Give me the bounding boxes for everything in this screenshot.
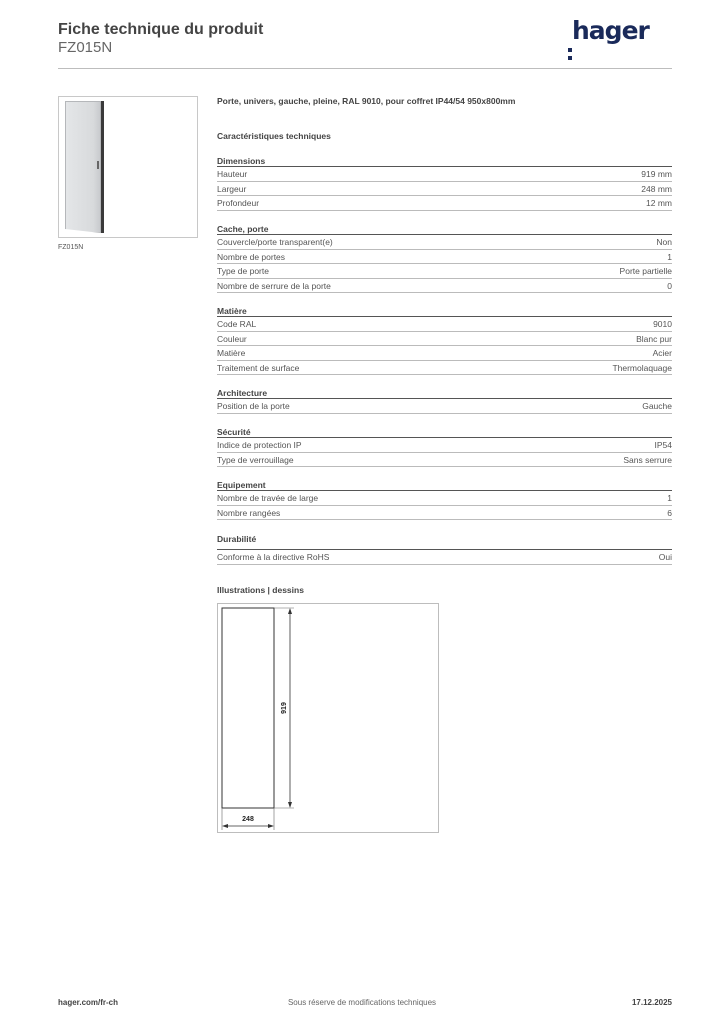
spec-label: Nombre de portes bbox=[217, 251, 286, 262]
spec-value: 1 bbox=[667, 493, 672, 503]
spec-row bbox=[217, 182, 672, 197]
spec-value: 9010 bbox=[653, 319, 672, 329]
spec-label: Nombre rangées bbox=[217, 507, 281, 518]
spec-label: Nombre de serrure de la porte bbox=[217, 280, 331, 291]
spec-row bbox=[217, 550, 672, 565]
arrow-down-icon bbox=[288, 802, 292, 808]
section-cache-porte bbox=[217, 223, 672, 293]
spec-row bbox=[217, 332, 672, 347]
spec-value: 0 bbox=[667, 280, 672, 291]
footer-date: 17.12.2025 bbox=[631, 998, 672, 1007]
product-description: Porte, univers, gauche, pleine, RAL 9010, pour coffret IP44/54 950x800mm bbox=[217, 96, 516, 106]
section-title: Sécurité bbox=[217, 426, 672, 438]
spec-label: Matière bbox=[217, 348, 246, 359]
section-title: Equipement bbox=[217, 479, 672, 491]
door-panel bbox=[65, 101, 101, 233]
illustrations-title: Illustrations | dessins bbox=[217, 585, 304, 595]
image-caption: FZ015N bbox=[58, 244, 84, 251]
spec-label: Conforme à la directive RoHS bbox=[217, 552, 330, 562]
characteristics-heading: Caractéristiques techniques bbox=[217, 131, 331, 141]
spec-row bbox=[217, 235, 672, 250]
section-title: Architecture bbox=[217, 387, 672, 399]
door-handle bbox=[97, 161, 99, 169]
arrow-left-icon bbox=[222, 824, 228, 828]
spec-label: Nombre de travée de large bbox=[217, 493, 319, 503]
spec-label: Couleur bbox=[217, 333, 247, 344]
width-label: 248 bbox=[242, 816, 254, 823]
arrow-up-icon bbox=[288, 608, 292, 614]
spec-row bbox=[217, 167, 672, 182]
spec-label: Traitement de surface bbox=[217, 362, 300, 373]
spec-row bbox=[217, 250, 672, 265]
spec-label: Indice de protection IP bbox=[217, 440, 302, 450]
spec-value: 12 mm bbox=[646, 198, 672, 209]
spec-row bbox=[217, 317, 672, 332]
spec-label: Largeur bbox=[217, 183, 247, 194]
spec-row bbox=[217, 491, 672, 506]
section-title: Cache, porte bbox=[217, 223, 672, 235]
spec-value: Gauche bbox=[642, 401, 672, 411]
product-image bbox=[58, 96, 198, 238]
section-matiere bbox=[217, 305, 672, 375]
spec-label: Profondeur bbox=[217, 198, 260, 209]
spec-value: 919 mm bbox=[641, 169, 672, 179]
spec-value: Blanc pur bbox=[636, 333, 672, 344]
spec-row bbox=[217, 279, 672, 294]
spec-label: Type de verrouillage bbox=[217, 454, 294, 465]
hager-logo bbox=[568, 16, 649, 45]
spec-value: Oui bbox=[658, 552, 672, 562]
spec-value: Thermolaquage bbox=[612, 362, 672, 373]
section-title: Durabilité bbox=[217, 533, 672, 550]
spec-value: 6 bbox=[667, 507, 672, 518]
technical-drawing bbox=[217, 603, 439, 833]
section-architecture bbox=[217, 387, 672, 414]
door-edge bbox=[101, 101, 104, 233]
product-code: FZ015N bbox=[58, 39, 113, 56]
section-title: Dimensions bbox=[217, 155, 672, 167]
drawing-svg bbox=[218, 604, 440, 834]
spec-label: Code RAL bbox=[217, 319, 257, 329]
spec-row bbox=[217, 346, 672, 361]
section-equipement bbox=[217, 479, 672, 520]
spec-row bbox=[217, 399, 672, 414]
spec-row bbox=[217, 506, 672, 521]
spec-label: Couvercle/porte transparent(e) bbox=[217, 237, 333, 247]
section-securite bbox=[217, 426, 672, 467]
spec-value: 1 bbox=[667, 251, 672, 262]
footer-website-link[interactable]: hager.com/fr-ch bbox=[58, 998, 119, 1007]
section-title: Matière bbox=[217, 305, 672, 317]
header-divider bbox=[58, 68, 672, 69]
spec-row bbox=[217, 361, 672, 376]
arrow-right-icon bbox=[268, 824, 274, 828]
spec-label: Hauteur bbox=[217, 169, 248, 179]
spec-label: Position de la porte bbox=[217, 401, 290, 411]
spec-row bbox=[217, 453, 672, 468]
door-outline bbox=[222, 608, 274, 808]
footer-disclaimer: Sous réserve de modifications techniques bbox=[287, 998, 437, 1007]
spec-row bbox=[217, 438, 672, 453]
spec-row bbox=[217, 196, 672, 211]
section-dimensions bbox=[217, 155, 672, 211]
spec-value: Sans serrure bbox=[623, 454, 672, 465]
section-durabilite bbox=[217, 533, 672, 565]
page-title: Fiche technique du produit bbox=[58, 21, 264, 38]
spec-value: Non bbox=[656, 237, 672, 247]
height-label: 919 bbox=[281, 702, 288, 714]
spec-value: 248 mm bbox=[641, 183, 672, 194]
spec-value: IP54 bbox=[654, 440, 672, 450]
spec-label: Type de porte bbox=[217, 266, 269, 277]
spec-value: Acier bbox=[652, 348, 672, 359]
spec-value: Porte partielle bbox=[619, 266, 672, 277]
spec-row bbox=[217, 264, 672, 279]
logo-text: hager bbox=[572, 16, 649, 45]
